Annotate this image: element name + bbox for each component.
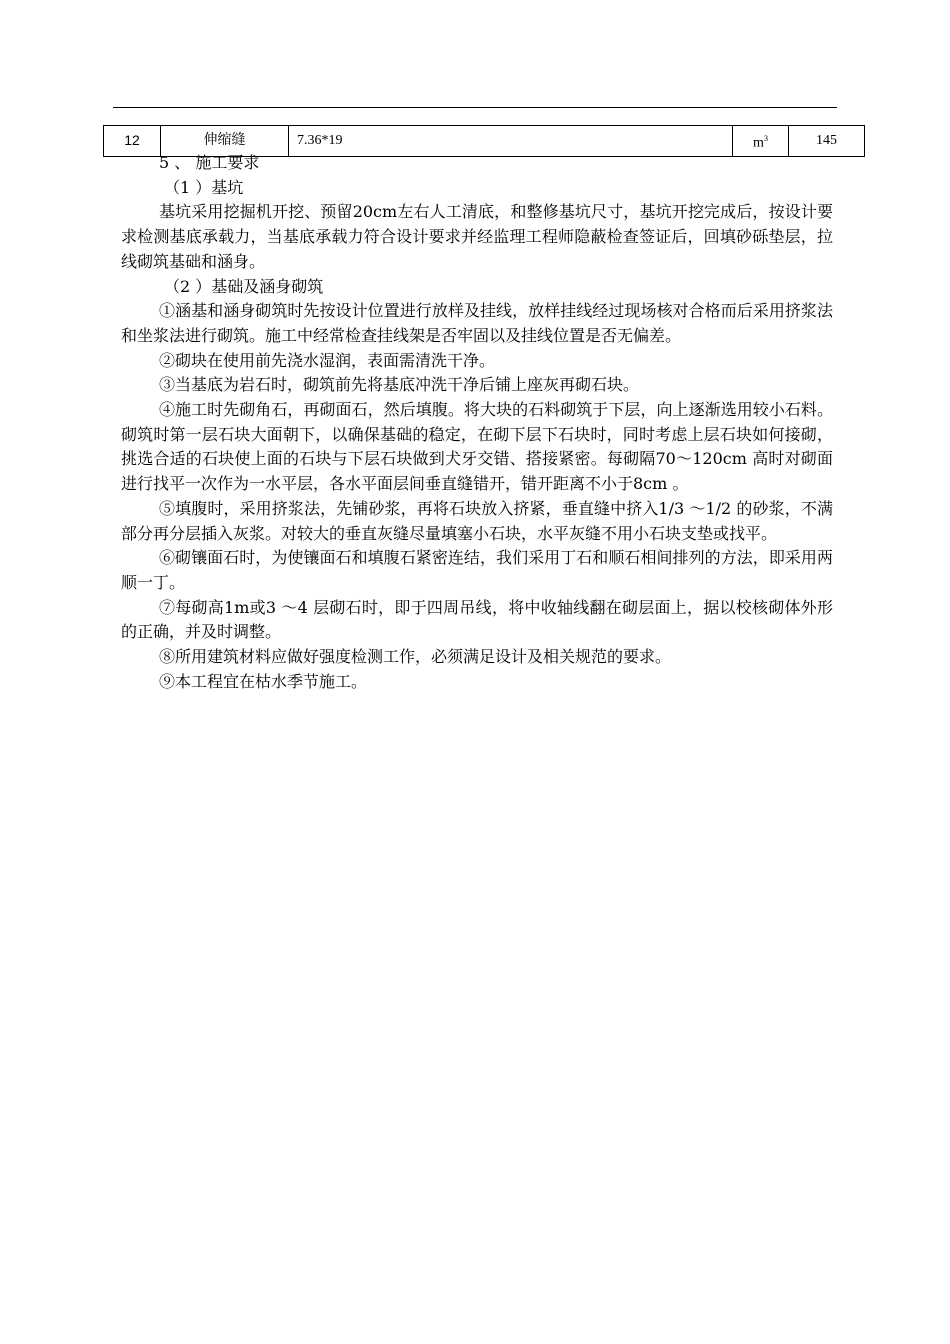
- section-title: 5 、 施工要求: [159, 153, 260, 172]
- construction-requirements: [121, 151, 833, 694]
- header-rule: [113, 107, 837, 108]
- list-item: ⑤填腹时，采用挤浆法，先铺砂浆，再将石块放入挤紧，垂直缝中挤入1/3 ～1/2 的砂浆，不满部分再分层插入灰浆。对较大的垂直灰缝尽量填塞小石块，水平灰缝不用小石块支垫或找平。: [121, 498, 833, 543]
- list-item: ③当基底为岩石时，砌筑前先将基底冲洗干净后铺上座灰再砌石块。: [159, 375, 640, 395]
- paragraph-foundation-pit: 基坑采用挖掘机开挖、预留20cm左右人工清底，和整修基坑尺寸，基坑开挖完成后，按设计要求检测基底承载力，当基底承载力符合设计要求并经监理工程师隐蔽检查签证后，回填砂砾垫层，拉线砌筑基础和涵身。: [121, 202, 833, 271]
- item-quantity: 145: [789, 126, 865, 157]
- list-item: ①涵基和涵身砌筑时先按设计位置进行放样及挂线，放样挂线经过现场核对合格而后采用挤浆法和坐浆法进行砌筑。施工中经常检查挂线架是否牢固以及挂线位置是否无偏差。: [121, 301, 833, 345]
- item-formula: 7.36*19: [289, 126, 733, 157]
- row-number: 12: [104, 126, 161, 157]
- item-name: 伸缩缝: [161, 126, 289, 157]
- subsection-title-foundation-pit: （1 ）基坑: [164, 177, 244, 197]
- unit-superscript: 3: [763, 134, 768, 143]
- list-item: ⑥砌镶面石时，为使镶面石和填腹石紧密连结，我们采用丁石和顺石相间排列的方法，即采用两顺一丁。: [121, 548, 833, 592]
- list-item: ⑨本工程宜在枯水季节施工。: [159, 671, 368, 691]
- list-item: ②砌块在使用前先浇水湿润，表面需清洗干净。: [159, 350, 496, 370]
- unit-base: m: [753, 135, 764, 151]
- list-item: ⑦每砌高1m或3 ～4 层砌石时，即于四周吊线，将中收轴线翻在砌层面上，据以校核砌体外形的正确，并及时调整。: [121, 597, 833, 642]
- subsection-title-masonry: （2 ）基础及涵身砌筑: [164, 276, 324, 296]
- list-item: ⑧所用建筑材料应做好强度检测工作，必须满足设计及相关规范的要求。: [159, 647, 672, 667]
- list-item: ④施工时先砌角石，再砌面石，然后填腹。将大块的石料砌筑于下层，向上逐渐选用较小石料。砌筑时第一层石块大面朝下，以确保基础的稳定，在砌下层下石块时，同时考虑上层石块如何接砌，挑选合适的石块使上面的石块与下层石块做到犬牙交错、搭接紧密。每砌隔70～120cm 高时对砌面进行找平一次作为一水平层，各水平面层间垂直缝错开，错开距离不小于8cm 。: [121, 400, 833, 494]
